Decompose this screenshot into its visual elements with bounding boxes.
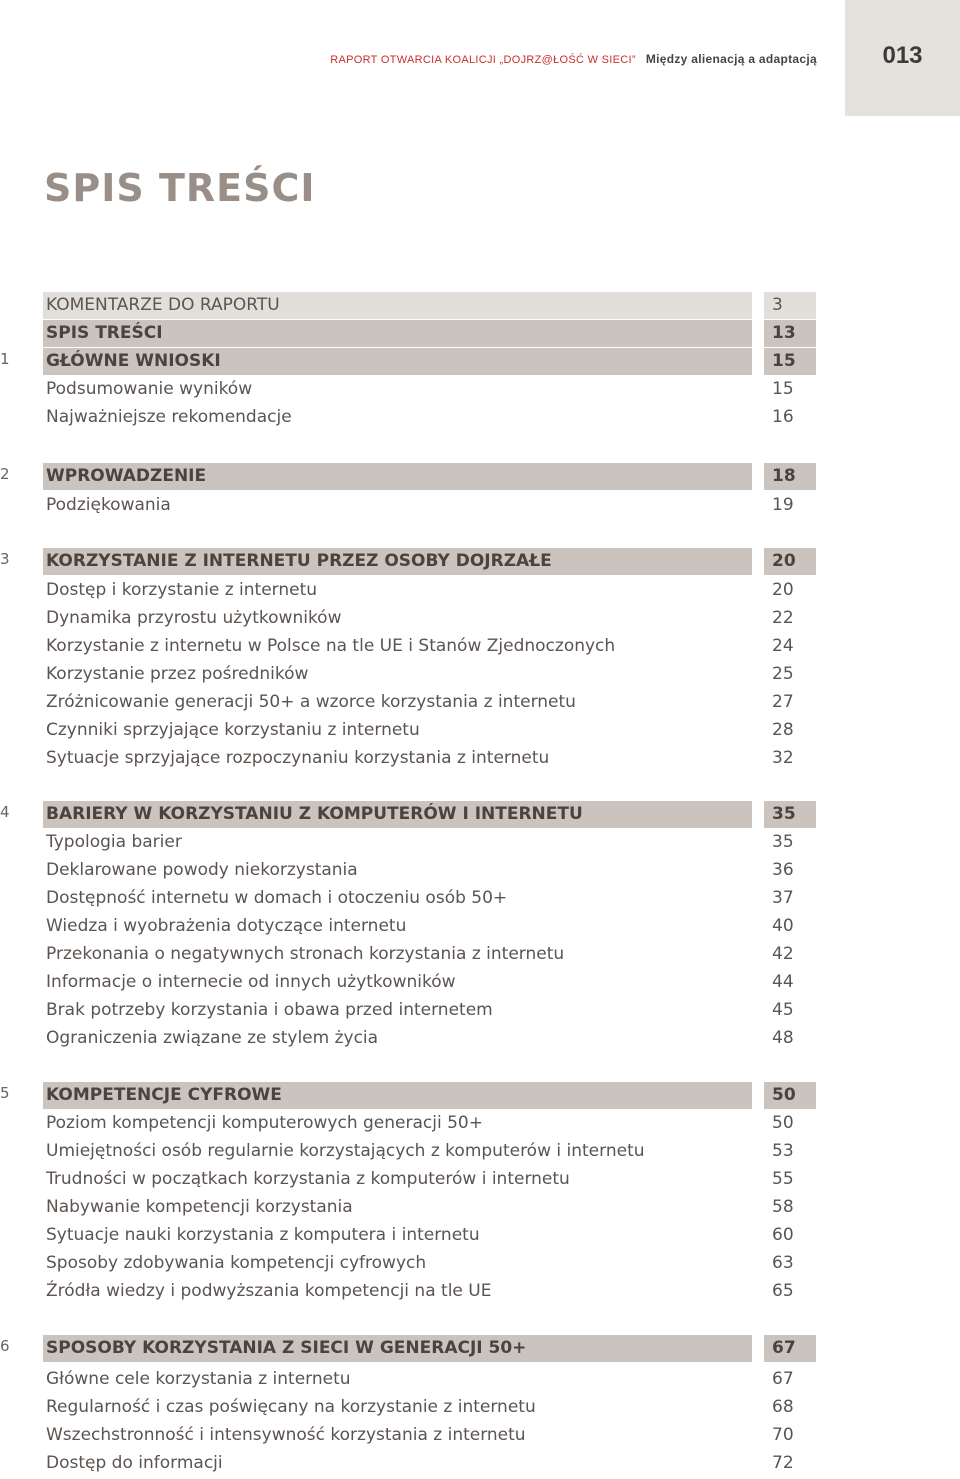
toc-entry-page: 15 — [772, 379, 794, 399]
toc-entry-label: Zróżnicowanie generacji 50+ a wzorce korzystania z internetu — [46, 692, 576, 712]
toc-entry-label: Dynamika przyrostu użytkowników — [46, 608, 342, 628]
toc-entry-label: Korzystanie z internetu w Polsce na tle UE i Stanów Zjednoczonych — [46, 636, 616, 656]
chapter-number: 2 — [0, 465, 10, 483]
toc-entry-label: Sytuacje nauki korzystania z komputera i internetu — [46, 1225, 480, 1245]
toc-entry-page: 65 — [772, 1281, 794, 1301]
toc-entry-row[interactable] — [0, 997, 960, 1025]
toc-entry-row[interactable] — [0, 969, 960, 997]
toc-heading-row[interactable] — [0, 1082, 960, 1110]
toc-entry-row[interactable] — [0, 492, 960, 520]
toc-entry-row[interactable] — [0, 404, 960, 432]
toc-entry-label: KOMPETENCJE CYFROWE — [46, 1085, 282, 1105]
toc-entry-page: 72 — [772, 1453, 794, 1473]
toc-entry-page: 32 — [772, 748, 794, 768]
toc-entry-page: 67 — [772, 1338, 796, 1358]
toc-entry-page: 36 — [772, 860, 794, 880]
toc-entry-label: KOMENTARZE DO RAPORTU — [46, 295, 280, 315]
toc-entry-row[interactable] — [0, 1394, 960, 1422]
toc-entry-page: 50 — [772, 1085, 796, 1105]
toc-entry-row[interactable] — [0, 717, 960, 745]
chapter-number: 3 — [0, 550, 10, 568]
toc-entry-label: SPIS TREŚCI — [46, 323, 163, 343]
toc-entry-page: 28 — [772, 720, 794, 740]
toc-entry-label: Źródła wiedzy i podwyższania kompetencji na tle UE — [46, 1281, 492, 1301]
report-title: Między alienacją a adaptacją — [645, 52, 817, 66]
toc-heading-row[interactable] — [0, 320, 960, 348]
toc-entry-label: Informacje o internecie od innych użytkowników — [46, 972, 456, 992]
toc-entry-label: Umiejętności osób regularnie korzystających z komputerów i internetu — [46, 1141, 645, 1161]
toc-entry-page: 16 — [772, 407, 794, 427]
toc-entry-page: 40 — [772, 916, 794, 936]
toc-entry-page: 27 — [772, 692, 794, 712]
toc-entry-row[interactable] — [0, 857, 960, 885]
toc-entry-row[interactable] — [0, 661, 960, 689]
toc-entry-label: Dostęp do informacji — [46, 1453, 223, 1473]
toc-entry-row[interactable] — [0, 1278, 960, 1306]
toc-entry-label: Wiedza i wyobrażenia dotyczące internetu — [46, 916, 407, 936]
toc-heading-row[interactable] — [0, 801, 960, 829]
report-series-title: RAPORT OTWARCIA KOALICJI „DOJRZ@ŁOŚĆ W SIECI” — [330, 54, 636, 66]
toc-entry-page: 18 — [772, 466, 796, 486]
toc-entry-row[interactable] — [0, 829, 960, 857]
toc-entry-page: 3 — [772, 295, 783, 315]
toc-entry-label: Czynniki sprzyjające korzystaniu z internetu — [46, 720, 420, 740]
toc-entry-row[interactable] — [0, 885, 960, 913]
toc-entry-label: BARIERY W KORZYSTANIU Z KOMPUTERÓW I INTERNETU — [46, 804, 583, 824]
chapter-number: 4 — [0, 803, 10, 821]
toc-entry-page: 68 — [772, 1397, 794, 1417]
toc-entry-page: 70 — [772, 1425, 794, 1445]
toc-heading-row[interactable] — [0, 463, 960, 491]
toc-entry-page: 50 — [772, 1113, 794, 1133]
toc-heading-row[interactable] — [0, 292, 960, 320]
page-title: SPIS TREŚCI — [44, 166, 316, 210]
toc-entry-label: Ograniczenia związane ze stylem życia — [46, 1028, 379, 1048]
toc-entry-page: 15 — [772, 351, 796, 371]
chapter-number: 5 — [0, 1084, 10, 1102]
toc-entry-page: 37 — [772, 888, 794, 908]
toc-entry-page: 44 — [772, 972, 794, 992]
toc-entry-label: KORZYSTANIE Z INTERNETU PRZEZ OSOBY DOJRZAŁE — [46, 551, 552, 571]
toc-entry-row[interactable] — [0, 1450, 960, 1478]
toc-entry-page: 24 — [772, 636, 794, 656]
toc-entry-label: Sytuacje sprzyjające rozpoczynaniu korzystania z internetu — [46, 748, 550, 768]
toc-entry-label: Najważniejsze rekomendacje — [46, 407, 292, 427]
running-header — [330, 52, 817, 66]
toc-entry-label: Sposoby zdobywania kompetencji cyfrowych — [46, 1253, 427, 1273]
toc-entry-row[interactable] — [0, 1250, 960, 1278]
toc-entry-page: 58 — [772, 1197, 794, 1217]
toc-entry-row[interactable] — [0, 913, 960, 941]
toc-entry-row[interactable] — [0, 1138, 960, 1166]
toc-entry-page: 45 — [772, 1000, 794, 1020]
toc-heading-row[interactable] — [0, 548, 960, 576]
toc-entry-label: Typologia barier — [46, 832, 182, 852]
toc-entry-row[interactable] — [0, 1222, 960, 1250]
toc-entry-page: 55 — [772, 1169, 794, 1189]
toc-entry-label: Dostępność internetu w domach i otoczeniu osób 50+ — [46, 888, 508, 908]
toc-entry-row[interactable] — [0, 605, 960, 633]
toc-heading-row[interactable] — [0, 348, 960, 376]
toc-entry-label: Regularność i czas poświęcany na korzystanie z internetu — [46, 1397, 536, 1417]
toc-entry-label: Podsumowanie wyników — [46, 379, 253, 399]
toc-entry-page: 22 — [772, 608, 794, 628]
toc-entry-page: 53 — [772, 1141, 794, 1161]
toc-entry-row[interactable] — [0, 1366, 960, 1394]
toc-entry-label: SPOSOBY KORZYSTANIA Z SIECI W GENERACJI 50+ — [46, 1338, 527, 1358]
chapter-number: 6 — [0, 1337, 10, 1355]
toc-entry-page: 67 — [772, 1369, 794, 1389]
toc-entry-label: Trudności w początkach korzystania z komputerów i internetu — [46, 1169, 570, 1189]
toc-entry-label: Przekonania o negatywnych stronach korzystania z internetu — [46, 944, 565, 964]
toc-entry-page: 48 — [772, 1028, 794, 1048]
toc-entry-row[interactable] — [0, 941, 960, 969]
toc-entry-row[interactable] — [0, 745, 960, 773]
toc-entry-row[interactable] — [0, 633, 960, 661]
toc-entry-page: 35 — [772, 832, 794, 852]
toc-entry-label: Nabywanie kompetencji korzystania — [46, 1197, 353, 1217]
toc-entry-page: 35 — [772, 804, 796, 824]
page-header — [0, 0, 960, 116]
page-number: 013 — [882, 42, 923, 69]
toc-entry-label: WPROWADZENIE — [46, 466, 207, 486]
toc-entry-row[interactable] — [0, 376, 960, 404]
toc-entry-row[interactable] — [0, 1110, 960, 1138]
toc-entry-label: Poziom kompetencji komputerowych generacji 50+ — [46, 1113, 483, 1133]
toc-entry-label: Podziękowania — [46, 495, 171, 515]
toc-entry-label: Korzystanie przez pośredników — [46, 664, 309, 684]
toc-entry-row[interactable] — [0, 1166, 960, 1194]
toc-entry-label: Brak potrzeby korzystania i obawa przed internetem — [46, 1000, 493, 1020]
page-number-box — [845, 0, 960, 116]
toc-entry-page: 60 — [772, 1225, 794, 1245]
toc-entry-row[interactable] — [0, 577, 960, 605]
toc-entry-row[interactable] — [0, 689, 960, 717]
toc-entry-row[interactable] — [0, 1194, 960, 1222]
toc-entry-page: 25 — [772, 664, 794, 684]
toc-heading-row[interactable] — [0, 1335, 960, 1363]
toc-entry-page: 13 — [772, 323, 796, 343]
toc-entry-page: 63 — [772, 1253, 794, 1273]
toc-entry-page: 19 — [772, 495, 794, 515]
toc-entry-label: Dostęp i korzystanie z internetu — [46, 580, 318, 600]
toc-entry-row[interactable] — [0, 1422, 960, 1450]
toc-entry-page: 42 — [772, 944, 794, 964]
toc-entry-page: 20 — [772, 551, 796, 571]
toc-entry-label: GŁÓWNE WNIOSKI — [46, 351, 221, 371]
toc-entry-page: 20 — [772, 580, 794, 600]
toc-entry-row[interactable] — [0, 1025, 960, 1053]
toc-entry-label: Deklarowane powody niekorzystania — [46, 860, 358, 880]
toc-entry-label: Główne cele korzystania z internetu — [46, 1369, 351, 1389]
chapter-number: 1 — [0, 350, 10, 368]
toc-entry-label: Wszechstronność i intensywność korzystania z internetu — [46, 1425, 526, 1445]
